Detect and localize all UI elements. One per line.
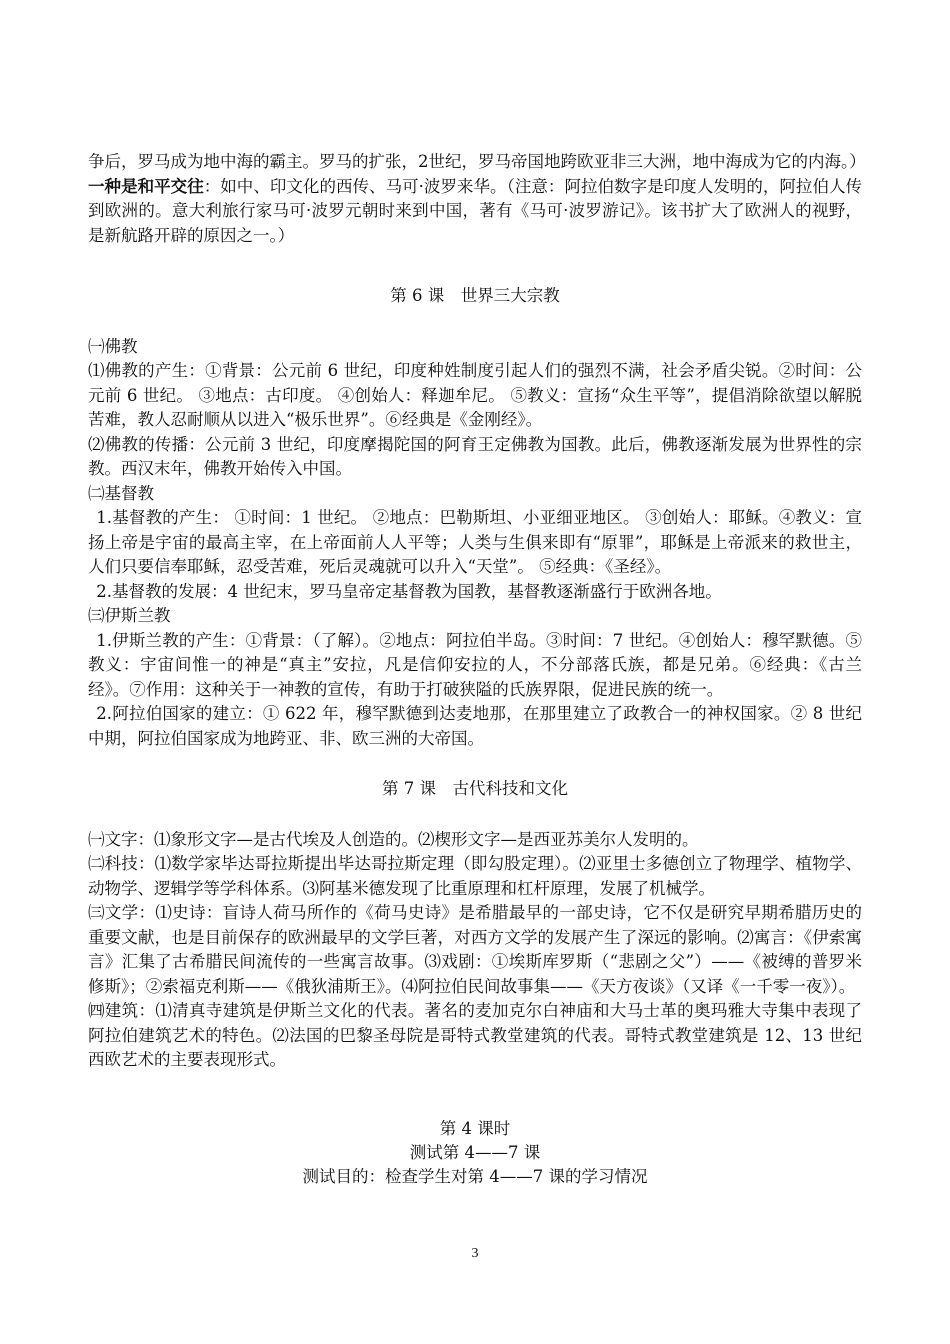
lesson7-body xyxy=(88,828,862,1073)
architecture-section: ㈣建筑：⑴清真寺建筑是伊斯兰文化的代表。著名的麦加克尔白神庙和大马士革的奥玛雅大寺集中表现了阿拉伯建筑艺术的特色。⑵法国的巴黎圣母院是哥特式教堂建筑的代表。哥特式教堂建筑是 12、13 世纪西欧艺术的主要表现形式。 xyxy=(88,1001,862,1069)
page-number: 3 xyxy=(471,1246,479,1261)
lesson6-title: 第 6 课 世界三大宗教 xyxy=(390,286,560,305)
literature-section: ㈢文学：⑴史诗：盲诗人荷马所作的《荷马史诗》是希腊最早的一部史诗，它不仅是研究早期希腊历史的重要文献，也是目前保存的欧洲最早的文学巨著，对西方文学的发展产生了深远的影响。⑵寓言：《伊索寓言》汇集了古希腊民间流传的一些寓言故事。⑶戏剧：①埃斯库罗斯（“悲剧之父”）——《被缚的普罗米修斯》；②索福克利斯——《俄狄浦斯王》。⑷阿拉伯民间故事集——《天方夜谈》（又译《一千零一夜》）。 xyxy=(88,903,862,996)
test-purpose: 测试目的：检查学生对第 4——7 课的学习情况 xyxy=(302,1166,648,1186)
intro-paragraph xyxy=(88,150,866,248)
test-range: 测试第 4——7 课 xyxy=(409,1142,541,1162)
lesson7-title: 第 7 课 古代科技和文化 xyxy=(382,779,568,798)
buddhism-heading: ㈠佛教 xyxy=(88,336,138,356)
islam-heading: ㈢伊斯兰教 xyxy=(88,606,171,625)
writing-section: ㈠文字：⑴象形文字—是古代埃及人创造的。⑵楔形文字—是西亚苏美尔人发明的。 xyxy=(88,829,699,849)
islam-origin: 1.伊斯兰教的产生：①背景：（了解）。②地点：阿拉伯半岛。③时间：7 世纪。④创始人：穆罕默德。⑤教义：宇宙间惟一的神是“真主”安拉，凡是信仰安拉的人，不分部落氏族，都是兄弟。⑥经典：《古兰经》。⑦作用：这种关于一神教的宣传，有助于打破狭隘的氏族界限，促进民族的统一。 xyxy=(88,630,862,699)
intro-text-b: ：如中、印文化的西传、马可·波罗来华。（注意：阿拉伯数字是印度人发明的，阿拉伯人传到欧洲的。意大利旅行家马可·波罗元朝时来到中国，著有《马可·波罗游记》。该书扩大了欧洲人的视野，是新航路开辟的原因之一。） xyxy=(88,176,863,245)
christianity-development: 2.基督教的发展：4 世纪末，罗马皇帝定基督教为国教，基督教逐渐盛行于欧洲各地。 xyxy=(96,581,722,601)
arab-state-founding: 2.阿拉伯国家的建立：① 622 年，穆罕默德到达麦地那，在那里建立了政教合一的神权国家。② 8 世纪中期，阿拉伯国家成为地跨亚、非、欧三洲的大帝国。 xyxy=(88,704,862,748)
buddhism-spread: ⑵佛教的传播：公元前 3 世纪，印度摩揭陀国的阿育王定佛教为国教。此后，佛教逐渐发展为世界性的宗教。西汉末年，佛教开始传入中国。 xyxy=(88,434,862,478)
intro-text-a: 争后，罗马成为地中海的霸主。罗马的扩张，2世纪，罗马帝国地跨欧亚非三大洲，地中海成为它的内海。） xyxy=(88,152,866,171)
lesson6-body xyxy=(88,335,862,752)
christianity-origin: 1.基督教的产生： ①时间：1 世纪。 ②地点：巴勒斯坦、小亚细亚地区。 ③创始人：耶稣。④教义：宣扬上帝是宇宙的最高主宰，在上帝面前人人平等；人类与生俱来即有“原罪”，耶稣是上帝派来的救世主，人们只要信奉耶稣，忍受苦难，死后灵魂就可以升入“天堂”。 ⑤经典：《圣经》。 xyxy=(88,508,862,576)
class-session-block xyxy=(88,1117,862,1189)
christianity-heading: ㈡基督教 xyxy=(88,483,154,503)
science-section: ㈡科技：⑴数学家毕达哥拉斯提出毕达哥拉斯定理（即勾股定理）。⑵亚里士多德创立了物理学、植物学、动物学、逻辑学等学科体系。⑶阿基米德发现了比重原理和杠杆原理，发展了机械学。 xyxy=(88,854,862,898)
intro-bold-phrase: 一种是和平交往 xyxy=(88,176,204,196)
buddhism-origin: ⑴佛教的产生：①背景：公元前 6 世纪，印度种姓制度引起人们的强烈不满，社会矛盾尖锐。②时间：公元前 6 世纪。 ③地点：古印度。 ④创始人：释迦牟尼。 ⑤教义：宣扬“众生平等”，提倡消除欲望以解脱苦难，教人忍耐顺从以进入“极乐世界”。⑥经典是《金刚经》。 xyxy=(88,361,862,429)
session-label: 第 4 课时 xyxy=(439,1118,511,1138)
